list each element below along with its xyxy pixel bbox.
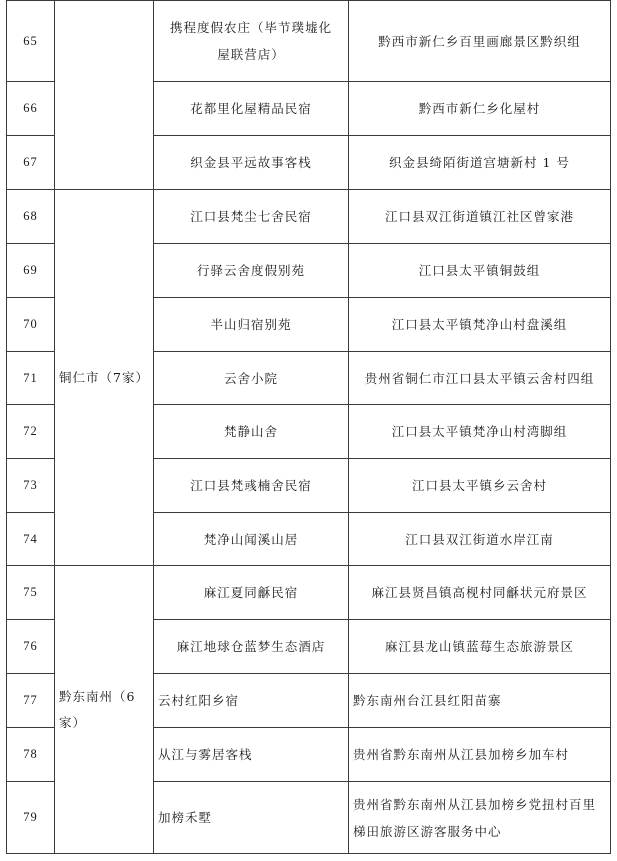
- row-number: 72: [7, 405, 55, 459]
- city-cell-qiandongnan: [55, 566, 154, 854]
- row-number: 77: [7, 674, 55, 728]
- row-number: 67: [7, 136, 55, 190]
- row-number: 69: [7, 244, 55, 298]
- row-number: 75: [7, 566, 55, 620]
- homestay-address: 贵州省黔东南州从江县加榜乡党扭村百里梯田旅游区游客服务中心: [349, 782, 611, 854]
- homestay-name: 从江与雾居客栈: [154, 728, 349, 782]
- city-label: 黔东南州（6家）: [59, 688, 136, 730]
- row-number: 70: [7, 298, 55, 352]
- row-number: 71: [7, 352, 55, 405]
- homestay-address: 贵州省铜仁市江口县太平镇云舍村四组: [349, 352, 611, 405]
- homestay-name: 行驿云舍度假别苑: [154, 244, 349, 298]
- homestay-name: 云舍小院: [154, 352, 349, 405]
- homestay-address: 麻江县龙山镇蓝莓生态旅游景区: [349, 620, 611, 674]
- homestay-address: 麻江县贤昌镇高枧村同龢状元府景区: [349, 566, 611, 620]
- homestay-name: 携程度假农庄（毕节璞墟化屋联营店）: [154, 1, 349, 82]
- city-cell-tongren: [55, 190, 154, 566]
- homestay-name: 麻江地球仓蓝梦生态酒店: [154, 620, 349, 674]
- row-number: 79: [7, 782, 55, 854]
- row-number: 68: [7, 190, 55, 244]
- table-row: [7, 190, 611, 244]
- city-label: 铜仁市（7家）: [59, 369, 149, 385]
- homestay-address: 贵州省黔东南州从江县加榜乡加车村: [349, 728, 611, 782]
- homestay-name: 梵净山闻溪山居: [154, 513, 349, 566]
- row-number: 76: [7, 620, 55, 674]
- homestay-address: 江口县太平镇铜鼓组: [349, 244, 611, 298]
- table-row: [7, 566, 611, 620]
- homestay-name: 江口县梵尘七舍民宿: [154, 190, 349, 244]
- homestay-name: 江口县梵彧楠舍民宿: [154, 459, 349, 513]
- homestay-address: 织金县绮陌街道宫塘新村 1 号: [349, 136, 611, 190]
- row-number: 66: [7, 82, 55, 136]
- table-row: [7, 1, 611, 82]
- homestay-name: 花都里化屋精品民宿: [154, 82, 349, 136]
- homestay-address: 江口县双江街道镇江社区曾家港: [349, 190, 611, 244]
- homestay-name: 梵静山舍: [154, 405, 349, 459]
- row-number: 65: [7, 1, 55, 82]
- homestay-name: 半山归宿别苑: [154, 298, 349, 352]
- homestay-address: 江口县太平镇梵净山村湾脚组: [349, 405, 611, 459]
- homestay-name: 织金县平远故事客栈: [154, 136, 349, 190]
- homestay-address: 江口县双江街道水岸江南: [349, 513, 611, 566]
- homestay-address: 江口县太平镇梵净山村盘溪组: [349, 298, 611, 352]
- homestay-table: [6, 0, 611, 854]
- city-cell-previous: [55, 1, 154, 190]
- homestay-address: 江口县太平镇乡云舍村: [349, 459, 611, 513]
- row-number: 78: [7, 728, 55, 782]
- homestay-address: 黔西市新仁乡百里画廊景区黔织组: [349, 1, 611, 82]
- row-number: 73: [7, 459, 55, 513]
- homestay-name: 云村红阳乡宿: [154, 674, 349, 728]
- row-number: 74: [7, 513, 55, 566]
- homestay-address: 黔东南州台江县红阳苗寨: [349, 674, 611, 728]
- homestay-name: 加榜禾墅: [154, 782, 349, 854]
- homestay-name: 麻江夏同龢民宿: [154, 566, 349, 620]
- homestay-address: 黔西市新仁乡化屋村: [349, 82, 611, 136]
